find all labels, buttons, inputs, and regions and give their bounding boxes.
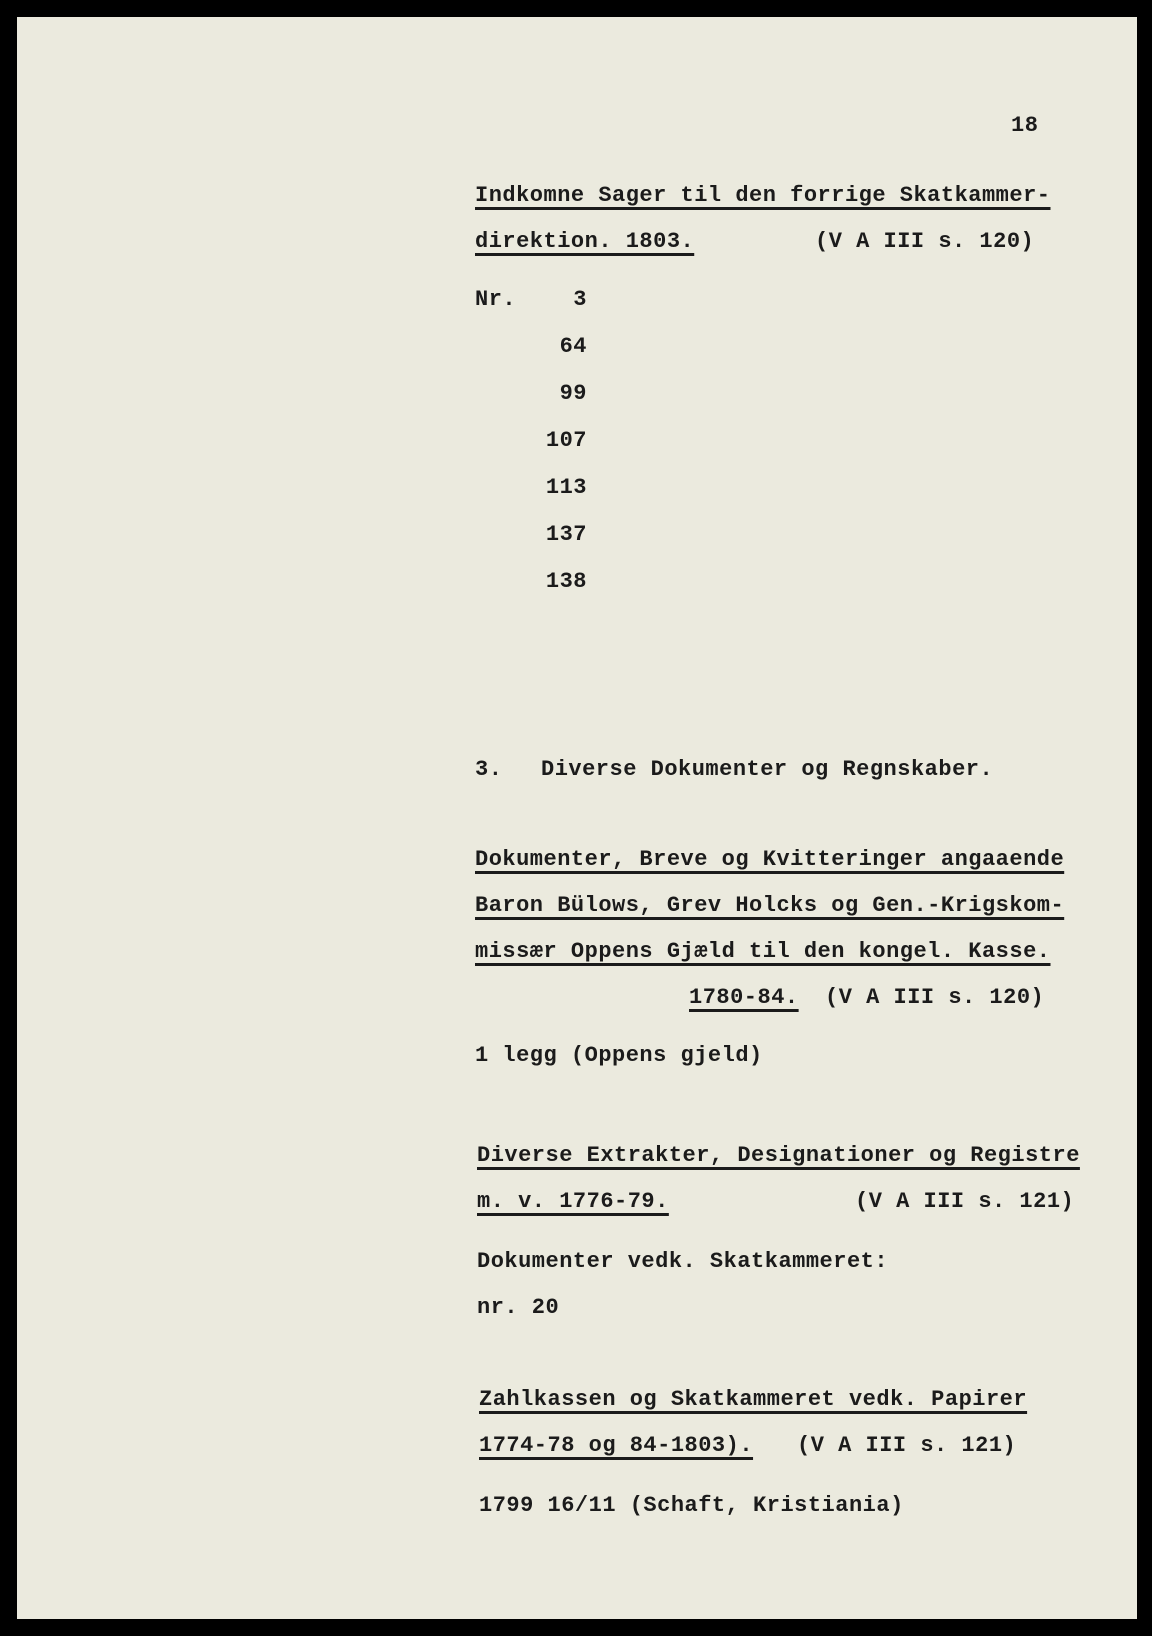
page-number: 18	[1011, 113, 1039, 138]
entry3-title-line1: Zahlkassen og Skatkammeret vedk. Papirer	[479, 1387, 1028, 1412]
entry1-years: 1780-84.	[689, 985, 799, 1010]
entry3-note: 1799 16/11 (Schaft, Kristiania)	[479, 1493, 904, 1518]
entry2-title-line2: m. v. 1776-79.	[477, 1189, 669, 1214]
list-item: 3	[573, 287, 587, 312]
section1-title-line2: direktion. 1803.	[475, 229, 695, 254]
list-item: 113	[545, 475, 587, 500]
entry1-title-line2: Baron Bülows, Grev Holcks og Gen.-Krigskom-	[475, 893, 1065, 918]
entry1-title-line1: Dokumenter, Breve og Kvitteringer angaaende	[475, 847, 1065, 872]
nr-label: Nr.	[475, 287, 517, 312]
entry1-note: 1 legg (Oppens gjeld)	[475, 1043, 763, 1068]
entry3-title-line2: 1774-78 og 84-1803).	[479, 1433, 754, 1458]
entry2-title-line1: Diverse Extrakter, Designationer og Registre	[477, 1143, 1080, 1168]
entry1-title-line3: missær Oppens Gjæld til den kongel. Kasse.	[475, 939, 1051, 964]
section1-title-line1: Indkomne Sager til den forrige Skatkammer-	[475, 183, 1051, 208]
list-item: 137	[545, 522, 587, 547]
section3-number: 3.	[475, 757, 503, 782]
section3-heading: Diverse Dokumenter og Regnskaber.	[541, 757, 994, 782]
entry1-reference: (V A III s. 120)	[825, 985, 1045, 1010]
section1-reference: (V A III s. 120)	[815, 229, 1035, 254]
entry2-note2: nr. 20	[477, 1295, 560, 1320]
entry3-reference: (V A III s. 121)	[797, 1433, 1017, 1458]
list-item: 107	[545, 428, 587, 453]
list-item: 138	[545, 569, 587, 594]
document-page	[17, 17, 1137, 1619]
entry2-reference: (V A III s. 121)	[855, 1189, 1075, 1214]
list-item: 99	[559, 381, 587, 406]
list-item: 64	[559, 334, 587, 359]
entry2-note1: Dokumenter vedk. Skatkammeret:	[477, 1249, 889, 1274]
